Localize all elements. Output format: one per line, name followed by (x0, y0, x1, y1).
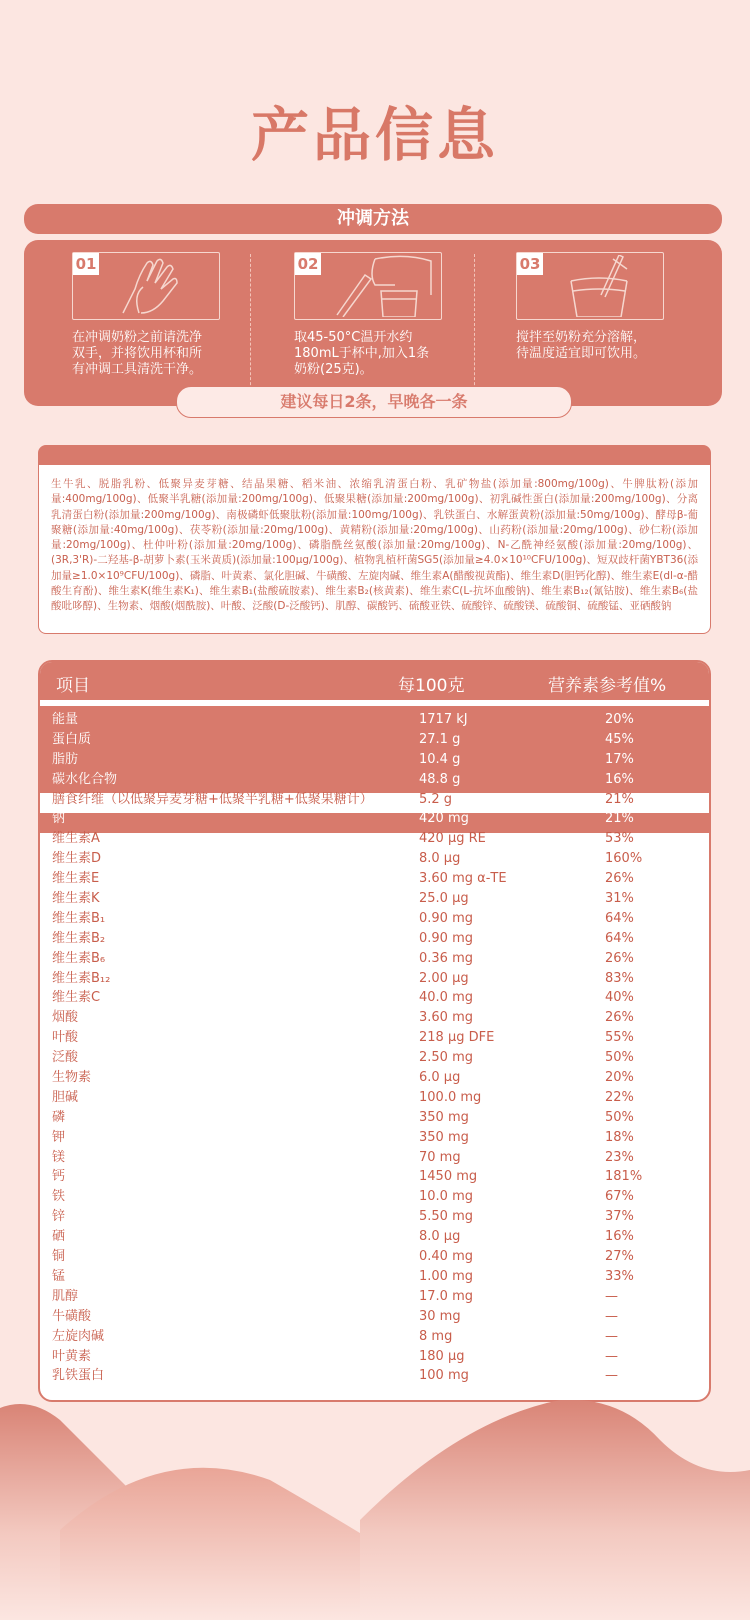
step-1 (72, 252, 222, 378)
nutrient-name: 铜 (52, 1249, 66, 1265)
nutrient-name: 肌醇 (52, 1288, 79, 1304)
pouring-water-icon (335, 255, 435, 317)
table-row (40, 770, 709, 790)
nutrient-name: 维生素A (52, 831, 100, 847)
table-row (40, 869, 709, 889)
table-row (40, 1227, 709, 1247)
nutrient-amount: 30 mg (419, 1308, 461, 1324)
table-row (40, 889, 709, 909)
nutrient-amount: 0.40 mg (419, 1249, 473, 1265)
table-row (40, 949, 709, 969)
nutrient-nrv: 27% (605, 1249, 634, 1265)
table-row (40, 1187, 709, 1207)
nutrient-amount: 218 μg DFE (419, 1030, 495, 1046)
nutrient-nrv: 181% (605, 1169, 643, 1185)
nutrient-name: 左旋肉碱 (52, 1328, 105, 1344)
step-3 (516, 252, 666, 362)
nutrient-amount: 2.00 μg (419, 970, 469, 986)
nutrient-name: 钙 (52, 1169, 66, 1185)
nutrient-amount: 8.0 μg (419, 1229, 461, 1245)
table-row (40, 1128, 709, 1148)
nutrient-name: 锌 (52, 1209, 66, 1225)
nutrient-name: 叶酸 (52, 1030, 79, 1046)
table-row (40, 1207, 709, 1227)
nutrient-nrv: 31% (605, 891, 634, 907)
table-row (40, 750, 709, 770)
table-row (40, 1148, 709, 1168)
nutrient-amount: 10.4 g (419, 751, 461, 767)
nutrient-nrv: — (605, 1308, 618, 1324)
nutrient-name: 蛋白质 (52, 731, 92, 747)
nutrient-amount: 0.90 mg (419, 930, 473, 946)
table-row (40, 988, 709, 1008)
table-row (40, 909, 709, 929)
nutrient-amount: 420 mg (419, 811, 469, 827)
nutrient-amount: 2.50 mg (419, 1050, 473, 1066)
table-row (40, 1287, 709, 1307)
table-row (40, 790, 709, 810)
nutrient-nrv: 45% (605, 731, 634, 747)
header-item: 项目 (56, 676, 90, 696)
step-2 (294, 252, 444, 378)
nutrient-nrv: 20% (605, 1070, 634, 1086)
nutrient-amount: 350 mg (419, 1109, 469, 1125)
nutrient-name: 泛酸 (52, 1050, 79, 1066)
table-row (40, 1068, 709, 1088)
nutrient-amount: 17.0 mg (419, 1288, 473, 1304)
nutrient-nrv: 83% (605, 970, 634, 986)
nutrient-nrv: 22% (605, 1089, 634, 1105)
nutrient-amount: 48.8 g (419, 771, 461, 787)
nutrient-amount: 8 mg (419, 1328, 453, 1344)
step-1-number: 01 (73, 253, 99, 275)
nutrient-nrv: 64% (605, 910, 634, 926)
nutrient-nrv: — (605, 1288, 618, 1304)
nutrient-amount: 40.0 mg (419, 990, 473, 1006)
nutrient-name: 维生素E (52, 871, 100, 887)
table-row (40, 809, 709, 829)
table-row (40, 1366, 709, 1386)
nutrient-name: 能量 (52, 712, 79, 727)
nutrition-table-header (40, 662, 709, 700)
nutrient-name: 维生素B₂ (52, 930, 106, 946)
nutrient-name: 叶黄素 (52, 1348, 92, 1364)
stirring-icon (557, 255, 657, 317)
nutrient-amount: 5.50 mg (419, 1209, 473, 1225)
nutrient-nrv: 53% (605, 831, 634, 847)
step-divider (474, 254, 476, 390)
nutrient-amount: 100 mg (419, 1368, 469, 1384)
nutrient-name: 锰 (52, 1268, 66, 1284)
page-title: 产品信息 (250, 101, 499, 169)
ingredients-header-bar (38, 445, 711, 465)
nutrient-name: 硒 (52, 1229, 66, 1245)
step-3-image (516, 252, 664, 320)
table-row (40, 710, 709, 730)
table-row (40, 1307, 709, 1327)
table-row (40, 969, 709, 989)
nutrient-nrv: 17% (605, 751, 634, 767)
nutrient-amount: 25.0 μg (419, 891, 469, 907)
nutrient-nrv: 40% (605, 990, 634, 1006)
table-row (40, 929, 709, 949)
nutrient-name: 碳水化合物 (52, 771, 118, 787)
nutrient-name: 膳食纤维（以低聚异麦芽糖+低聚半乳糖+低聚果糖计） (52, 791, 373, 807)
nutrient-amount: 10.0 mg (419, 1189, 473, 1205)
nutrient-amount: 27.1 g (419, 731, 461, 747)
method-heading: 冲调方法 (24, 204, 722, 234)
nutrient-name: 烟酸 (52, 1010, 79, 1026)
daily-advice: 建议每日2条，早晚各一条 (176, 386, 572, 418)
nutrient-nrv: 55% (605, 1030, 634, 1046)
nutrient-nrv: 21% (605, 811, 634, 827)
table-row (40, 1108, 709, 1128)
method-steps-panel (24, 240, 722, 406)
step-3-number: 03 (517, 253, 543, 275)
nutrient-amount: 180 μg (419, 1348, 465, 1364)
table-row (40, 1327, 709, 1347)
nutrient-name: 胆碱 (52, 1089, 79, 1105)
nutrient-amount: 70 mg (419, 1149, 461, 1165)
nutrient-amount: 350 mg (419, 1129, 469, 1145)
nutrient-amount: 420 μg RE (419, 831, 486, 847)
mountain-decoration (0, 1400, 750, 1620)
nutrient-nrv: 16% (605, 771, 634, 787)
nutrient-nrv: 26% (605, 871, 634, 887)
hand-washing-icon (113, 255, 193, 315)
nutrient-name: 维生素C (52, 990, 101, 1006)
nutrient-nrv: 23% (605, 1149, 634, 1165)
nutrient-name: 生物素 (52, 1070, 92, 1086)
nutrient-nrv: 33% (605, 1268, 634, 1284)
nutrient-amount: 3.60 mg (419, 1010, 473, 1026)
ingredients-text: 生牛乳、脱脂乳粉、低聚异麦芽糖、结晶果糖、稻米油、浓缩乳清蛋白粉、乳矿物盐(添加量:800mg/100g)、牛脾肽粉(添加量:400mg/100g)、低聚半乳糖(添加量:200mg/100g)、低聚果糖(添加量:200mg/100g)、初乳碱性蛋白(添加量:200mg/100g)、分离乳清蛋白粉(添加量:200mg/100g)、南极磷虾低聚肽粉(添加量:100mg/100g)、乳铁蛋白、水解蛋黄粉(添加量:50mg/100g)、酵母β-葡聚糖(添加量:40mg/100g)、茯苓粉(添加量:20mg/100g)、黄精粉(添加量:20mg/100g)、山药粉(添加量:20mg/100g)、砂仁粉(添加量:20mg/100g)、杜仲叶粉(添加量:20mg/100g)、磷脂酰丝氨酸(添加量:20mg/100g)、N-乙酰神经氨酸(添加量:20mg/100g)、(3R,3'R)-二羟基-β-胡萝卜素(玉米黄质)(添加量:100μg/100g)、植物乳植杆菌SG5(添加量≥4.0×10¹⁰CFU/100g)、短双歧杆菌YBT36(添加量≥1.0×10⁹CFU/100g)、磷脂、叶黄素、氯化胆碱、牛磺酸、左旋肉碱、维生素A(醋酸视黄酯)、维生素D(胆钙化醇)、维生素E(dl-α-醋酸生育酚)、维生素K(维生素K₁)、维生素B₁(盐酸硫胺素)、维生素B₂(核黄素)、维生素C(L-抗坏血酸钠)、维生素B₁₂(氰钴胺)、维生素B₆(盐酸吡哆醇)、生物素、烟酸(烟酰胺)、叶酸、泛酸(D-泛酸钙)、肌醇、碳酸钙、硫酸亚铁、硫酸锌、硫酸镁、硫酸铜、硫酸锰、亚硒酸钠 (51, 478, 698, 613)
table-row (40, 1347, 709, 1367)
nutrient-amount: 3.60 mg α-TE (419, 871, 507, 887)
nutrient-name: 维生素D (52, 851, 102, 867)
nutrient-amount: 8.0 μg (419, 851, 461, 867)
table-row (40, 849, 709, 869)
nutrient-nrv: 37% (605, 1209, 634, 1225)
nutrient-name: 维生素B₁₂ (52, 970, 111, 986)
nutrient-name: 维生素K (52, 891, 100, 907)
nutrient-amount: 1.00 mg (419, 1268, 473, 1284)
nutrient-amount: 6.0 μg (419, 1070, 461, 1086)
table-row (40, 730, 709, 750)
table-row (40, 1088, 709, 1108)
table-row (40, 1167, 709, 1187)
step-divider (250, 254, 252, 390)
nutrient-nrv: 50% (605, 1050, 634, 1066)
nutrient-nrv: 67% (605, 1189, 634, 1205)
nutrient-nrv: 50% (605, 1109, 634, 1125)
table-row (40, 1008, 709, 1028)
step-2-image (294, 252, 442, 320)
nutrient-name: 维生素B₁ (52, 910, 106, 926)
nutrient-nrv: 160% (605, 851, 643, 867)
nutrition-rows (40, 710, 709, 1386)
nutrient-amount: 0.36 mg (419, 950, 473, 966)
nutrient-name: 钠 (52, 811, 66, 827)
nutrient-amount: 0.90 mg (419, 910, 473, 926)
step-2-text: 取45-50°C温开水约180mL于杯中,加入1条奶粉(25克)。 (294, 330, 430, 377)
nutrient-amount: 1717 kJ (419, 712, 468, 727)
nutrient-nrv: — (605, 1348, 618, 1364)
nutrient-nrv: 26% (605, 950, 634, 966)
table-row (40, 1028, 709, 1048)
nutrient-name: 磷 (52, 1109, 66, 1125)
nutrient-name: 乳铁蛋白 (52, 1368, 105, 1384)
nutrient-amount: 100.0 mg (419, 1089, 482, 1105)
step-1-image (72, 252, 220, 320)
nutrient-name: 铁 (52, 1189, 66, 1205)
nutrient-nrv: 20% (605, 712, 634, 727)
nutrient-name: 镁 (52, 1149, 66, 1165)
nutrient-amount: 5.2 g (419, 791, 453, 807)
step-3-text: 搅拌至奶粉充分溶解，待温度适宜即可饮用。 (516, 330, 647, 361)
nutrition-table (38, 660, 711, 1402)
nutrient-name: 钾 (52, 1129, 66, 1145)
header-nrv: 营养素参考值% (548, 676, 667, 696)
nutrient-nrv: 21% (605, 791, 634, 807)
table-row (40, 829, 709, 849)
step-1-text: 在冲调奶粉之前请洗净双手，并将饮用杯和所有冲调工具清洗干净。 (72, 330, 203, 377)
nutrient-name: 脂肪 (52, 751, 79, 767)
table-row (40, 1048, 709, 1068)
ingredients-box (38, 465, 711, 634)
nutrient-name: 维生素B₆ (52, 950, 106, 966)
step-2-number: 02 (295, 253, 321, 275)
nutrient-nrv: 18% (605, 1129, 634, 1145)
nutrient-nrv: 26% (605, 1010, 634, 1026)
table-row (40, 1247, 709, 1267)
table-row (40, 1267, 709, 1287)
nutrient-nrv: 64% (605, 930, 634, 946)
header-per-100g: 每100克 (398, 676, 465, 696)
nutrient-nrv: — (605, 1328, 618, 1344)
nutrient-nrv: 16% (605, 1229, 634, 1245)
nutrient-name: 牛磺酸 (52, 1308, 92, 1324)
nutrient-nrv: — (605, 1368, 618, 1384)
nutrient-amount: 1450 mg (419, 1169, 478, 1185)
